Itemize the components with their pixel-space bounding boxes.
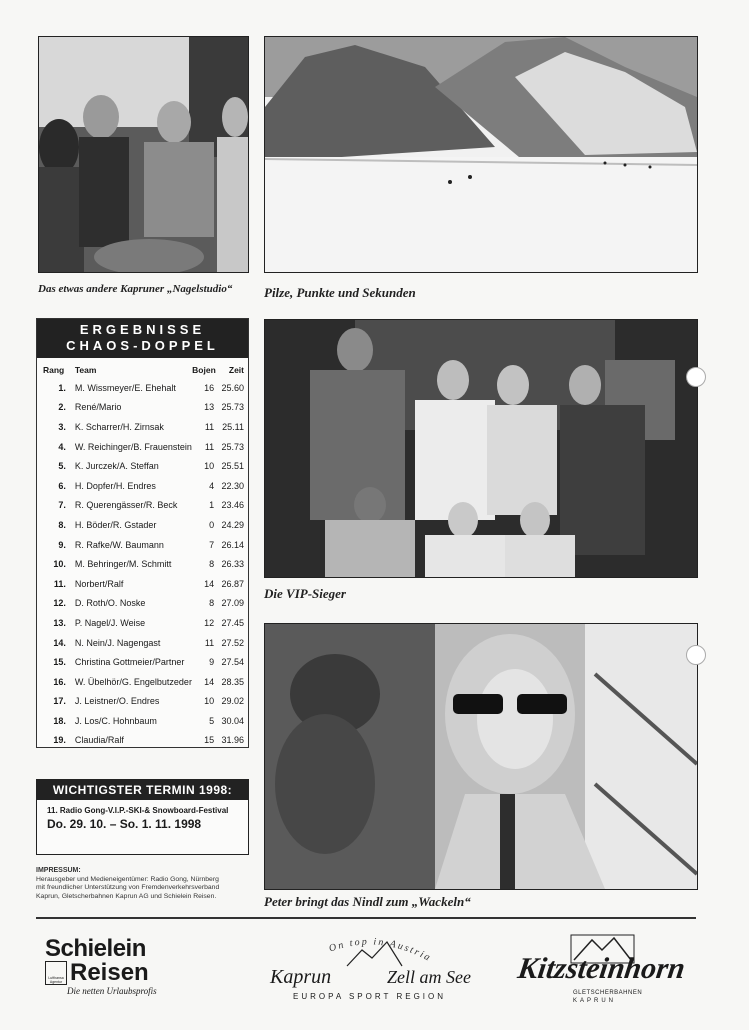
row-rang: 9. bbox=[58, 539, 66, 550]
row-rang: 5. bbox=[58, 461, 66, 472]
kaprun-arc-text: On top in Austria bbox=[327, 936, 434, 965]
table-row bbox=[37, 711, 248, 731]
termin-box bbox=[36, 779, 249, 855]
row-rang: 7. bbox=[58, 500, 66, 511]
row-bojen: 11 bbox=[204, 421, 215, 432]
row-bojen: 11 bbox=[204, 441, 215, 452]
row-bojen: 14 bbox=[204, 578, 215, 589]
row-team: W. Übelhör/G. Engelbutzeder bbox=[74, 676, 192, 687]
table-row bbox=[37, 692, 248, 712]
row-team: Norbert/Ralf bbox=[74, 578, 124, 589]
row-rang: 10. bbox=[53, 559, 66, 570]
table-row bbox=[37, 574, 248, 594]
table-row bbox=[37, 378, 248, 398]
impressum bbox=[36, 867, 256, 901]
table-row bbox=[37, 554, 248, 574]
row-zeit: 27.09 bbox=[221, 598, 244, 609]
impressum-title: IMPRESSUM: bbox=[36, 867, 81, 874]
results-rows bbox=[37, 378, 248, 750]
table-row bbox=[37, 437, 248, 457]
row-rang: 17. bbox=[53, 696, 66, 707]
table-row bbox=[37, 515, 248, 535]
row-bojen: 13 bbox=[204, 402, 215, 413]
row-team: K. Jurczek/A. Steffan bbox=[74, 461, 159, 472]
impressum-line3: Kaprun, Gletscherbahnen Kaprun AG und Schielein Reisen. bbox=[36, 892, 217, 900]
termin-title: WICHTIGSTER TERMIN 1998: bbox=[37, 780, 248, 800]
zell-name: Zell am See bbox=[387, 967, 471, 987]
row-bojen: 10 bbox=[204, 696, 215, 707]
row-zeit: 25.11 bbox=[222, 421, 244, 432]
row-bojen: 15 bbox=[204, 735, 215, 746]
table-row bbox=[37, 652, 248, 672]
row-zeit: 28.35 bbox=[221, 676, 244, 687]
results-table bbox=[36, 318, 249, 748]
row-team: M. Wissmeyer/E. Ehehalt bbox=[74, 382, 176, 393]
table-row bbox=[37, 731, 248, 751]
row-rang: 12. bbox=[53, 598, 66, 609]
row-zeit: 27.52 bbox=[221, 637, 244, 648]
punch-hole-top bbox=[686, 367, 706, 387]
row-bojen: 5 bbox=[209, 715, 215, 726]
row-bojen: 4 bbox=[209, 480, 215, 491]
row-bojen: 9 bbox=[209, 657, 215, 668]
row-rang: 3. bbox=[58, 421, 66, 432]
row-zeit: 26.14 bbox=[221, 539, 244, 550]
row-rang: 13. bbox=[53, 617, 66, 628]
impressum-line1: Herausgeber und Medieneigentümer: Radio Gong, Nürnberg bbox=[36, 875, 219, 883]
row-rang: 4. bbox=[58, 441, 66, 452]
row-rang: 1. bbox=[58, 382, 66, 393]
photo-nagelstudio bbox=[38, 36, 249, 273]
row-zeit: 31.96 bbox=[221, 735, 244, 746]
row-zeit: 25.60 bbox=[221, 382, 244, 393]
row-bojen: 10 bbox=[204, 461, 215, 472]
caption-nagelstudio: Das etwas andere Kapruner „Nagelstudio“ bbox=[38, 283, 233, 295]
table-row bbox=[37, 633, 248, 653]
row-zeit: 26.87 bbox=[221, 578, 244, 589]
row-rang: 8. bbox=[58, 519, 66, 530]
results-title-line2: CHAOS-DOPPEL bbox=[66, 338, 219, 353]
row-rang: 18. bbox=[53, 715, 66, 726]
schielein-reisen-logo bbox=[45, 937, 175, 1007]
row-bojen: 12 bbox=[204, 617, 215, 628]
kaprun-region: EUROPA SPORT REGION bbox=[292, 992, 447, 1001]
row-bojen: 8 bbox=[209, 598, 215, 609]
photo-peter bbox=[264, 623, 698, 890]
table-row bbox=[37, 535, 248, 555]
row-rang: 15. bbox=[53, 657, 66, 668]
row-zeit: 27.45 bbox=[221, 617, 244, 628]
row-zeit: 25.51 bbox=[221, 461, 244, 472]
row-rang: 14. bbox=[53, 637, 66, 648]
header-team: Team bbox=[74, 365, 97, 375]
row-team: D. Roth/O. Noske bbox=[74, 598, 146, 609]
row-zeit: 25.73 bbox=[221, 402, 244, 413]
kitz-sub2: KAPRUN bbox=[573, 998, 617, 1004]
header-rang: Rang bbox=[43, 365, 65, 375]
caption-vip: Die VIP-Sieger bbox=[264, 586, 346, 601]
row-zeit: 29.02 bbox=[221, 696, 244, 707]
row-team: W. Reichinger/B. Frauenstein bbox=[74, 441, 192, 452]
impressum-line2: mit freundlicher Unterstützung von Fremdenverkehrsverband bbox=[36, 884, 220, 891]
punch-hole-bottom bbox=[686, 645, 706, 665]
table-row bbox=[37, 613, 248, 633]
row-zeit: 22.30 bbox=[221, 480, 244, 491]
row-zeit: 25.73 bbox=[221, 441, 244, 452]
schielein-tagline: Die netten Urlaubsprofis bbox=[67, 986, 157, 996]
kitz-sub1: GLETSCHERBAHNEN bbox=[573, 990, 643, 996]
row-bojen: 7 bbox=[209, 539, 215, 550]
row-team: R. Querengässer/R. Beck bbox=[74, 500, 178, 511]
photo-glacier bbox=[264, 36, 698, 273]
table-row bbox=[37, 594, 248, 614]
kitzsteinhorn-logo bbox=[515, 934, 688, 1010]
table-row bbox=[37, 398, 248, 418]
results-title bbox=[37, 319, 248, 358]
schielein-wordmark: Schielein bbox=[45, 935, 146, 962]
row-zeit: 23.46 bbox=[221, 500, 244, 511]
termin-event: 11. Radio Gong-V.I.P.-SKI-& Snowboard-Festival bbox=[47, 806, 229, 815]
caption-pilze: Pilze, Punkte und Sekunden bbox=[264, 285, 416, 300]
lufthansa-badge bbox=[45, 961, 67, 985]
caption-peter: Peter bringt das Nindl zum „Wackeln“ bbox=[264, 894, 471, 909]
header-zeit: Zeit bbox=[228, 365, 244, 375]
row-team: M. Behringer/M. Schmitt bbox=[74, 559, 172, 570]
row-team: H. Dopfer/H. Endres bbox=[74, 480, 156, 491]
row-rang: 6. bbox=[58, 480, 66, 491]
row-bojen: 8 bbox=[209, 559, 215, 570]
row-team: R. Rafke/W. Baumann bbox=[74, 539, 164, 550]
row-bojen: 0 bbox=[209, 519, 215, 530]
row-zeit: 27.54 bbox=[221, 657, 244, 668]
table-row bbox=[37, 456, 248, 476]
row-zeit: 30.04 bbox=[221, 715, 244, 726]
row-zeit: 24.29 bbox=[221, 519, 244, 530]
footer-divider bbox=[36, 917, 696, 919]
row-team: Christina Gottmeier/Partner bbox=[74, 657, 185, 668]
row-rang: 16. bbox=[53, 676, 66, 687]
row-team: H. Böder/R. Gstader bbox=[74, 519, 157, 530]
row-team: J. Los/C. Hohnbaum bbox=[74, 715, 157, 726]
row-rang: 2. bbox=[58, 402, 66, 413]
header-bojen: Bojen bbox=[192, 365, 216, 375]
row-rang: 19. bbox=[53, 735, 66, 746]
table-row bbox=[37, 496, 248, 516]
termin-dates: Do. 29. 10. – So. 1. 11. 1998 bbox=[47, 817, 202, 831]
row-bojen: 14 bbox=[204, 676, 215, 687]
results-header-row bbox=[37, 358, 248, 378]
svg-text:On top in Austria bbox=[328, 936, 434, 964]
row-team: J. Leistner/O. Endres bbox=[74, 696, 160, 707]
kaprun-zell-logo bbox=[262, 928, 477, 1008]
reisen-wordmark: Reisen bbox=[70, 959, 149, 986]
lufthansa-badge-text: Lufthansa Agentur bbox=[48, 976, 64, 984]
row-team: K. Scharrer/H. Zirnsak bbox=[74, 421, 164, 432]
table-row bbox=[37, 476, 248, 496]
row-team: P. Nagel/J. Weise bbox=[74, 617, 146, 628]
photo-vip-sieger bbox=[264, 319, 698, 578]
row-team: René/Mario bbox=[74, 402, 122, 413]
kaprun-name: Kaprun bbox=[270, 966, 332, 988]
kaprun-arc-icon bbox=[262, 928, 477, 968]
kitz-name: Kitzsteinhorn bbox=[515, 952, 688, 985]
table-row bbox=[37, 417, 248, 437]
row-team: N. Nein/J. Nagengast bbox=[74, 637, 161, 648]
row-bojen: 1 bbox=[209, 500, 215, 511]
table-row bbox=[37, 672, 248, 692]
results-title-line1: ERGEBNISSE bbox=[79, 322, 206, 337]
row-bojen: 11 bbox=[204, 637, 215, 648]
row-team: Claudia/Ralf bbox=[74, 735, 124, 746]
row-zeit: 26.33 bbox=[221, 559, 244, 570]
row-rang: 11. bbox=[53, 578, 66, 589]
row-bojen: 16 bbox=[204, 382, 215, 393]
